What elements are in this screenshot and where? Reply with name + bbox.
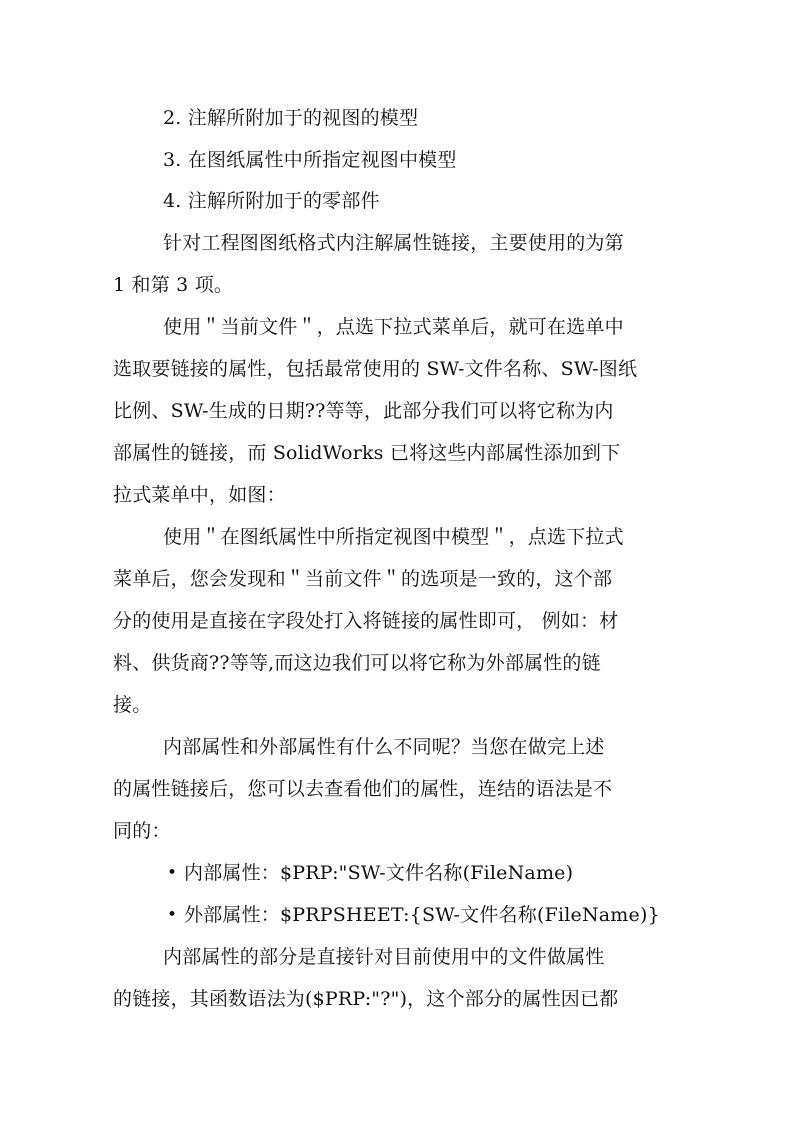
paragraph-text: 内部属性和外部属性有什么不同呢？当您在做完上述	[163, 736, 605, 758]
paragraph-text: 拉式菜单中，如图：	[113, 484, 286, 506]
list-item-text: 4. 注解所附加于的零部件	[163, 190, 380, 212]
paragraph-text: 菜单后，您会发现和＂当前文件＂的选项是一致的，这个部	[113, 568, 613, 590]
paragraph-text: 分的使用是直接在字段处打入将链接的属性即可， 例如：材	[113, 610, 619, 632]
paragraph-text: 部属性的链接，而 SolidWorks 已将这些内部属性添加到下	[113, 442, 621, 464]
paragraph-text: 同的：	[113, 820, 171, 842]
paragraph-text: 使用＂在图纸属性中所指定视图中模型＂，点选下拉式	[163, 526, 624, 548]
bullet-icon: •	[167, 863, 178, 883]
paragraph-text: 选取要链接的属性，包括最常使用的 SW-文件名称、SW-图纸	[113, 358, 638, 380]
paragraph-text: 料、供货商??等等,而这边我们可以将它称为外部属性的链	[113, 652, 601, 674]
paragraph-text: 针对工程图图纸格式内注解属性链接，主要使用的为第	[163, 232, 624, 254]
list-item-text: 3. 在图纸属性中所指定视图中模型	[163, 149, 457, 171]
paragraph-text: 内部属性的部分是直接针对目前使用中的文件做属性	[163, 946, 605, 968]
paragraph-text: 的属性链接后，您可以去查看他们的属性，连结的语法是不	[113, 778, 613, 800]
paragraph-text: 比例、SW-生成的日期??等等，此部分我们可以将它称为内	[113, 400, 614, 422]
list-item-text: 2. 注解所附加于的视图的模型	[163, 107, 419, 129]
paragraph-text: 接。	[113, 694, 152, 716]
bullet-text: 外部属性：$PRPSHEET:{SW-文件名称(FileName)}	[184, 904, 660, 926]
bullet-icon: •	[167, 905, 178, 925]
paragraph-text: 的链接，其函数语法为($PRP:"?")，这个部分的属性因已都	[113, 988, 619, 1010]
paragraph-text: 1 和第 3 项。	[113, 274, 234, 296]
paragraph-text: 使用＂当前文件＂，点选下拉式菜单后，就可在选单中	[163, 316, 624, 338]
bullet-text: 内部属性：$PRP:"SW-文件名称(FileName)	[184, 862, 574, 884]
